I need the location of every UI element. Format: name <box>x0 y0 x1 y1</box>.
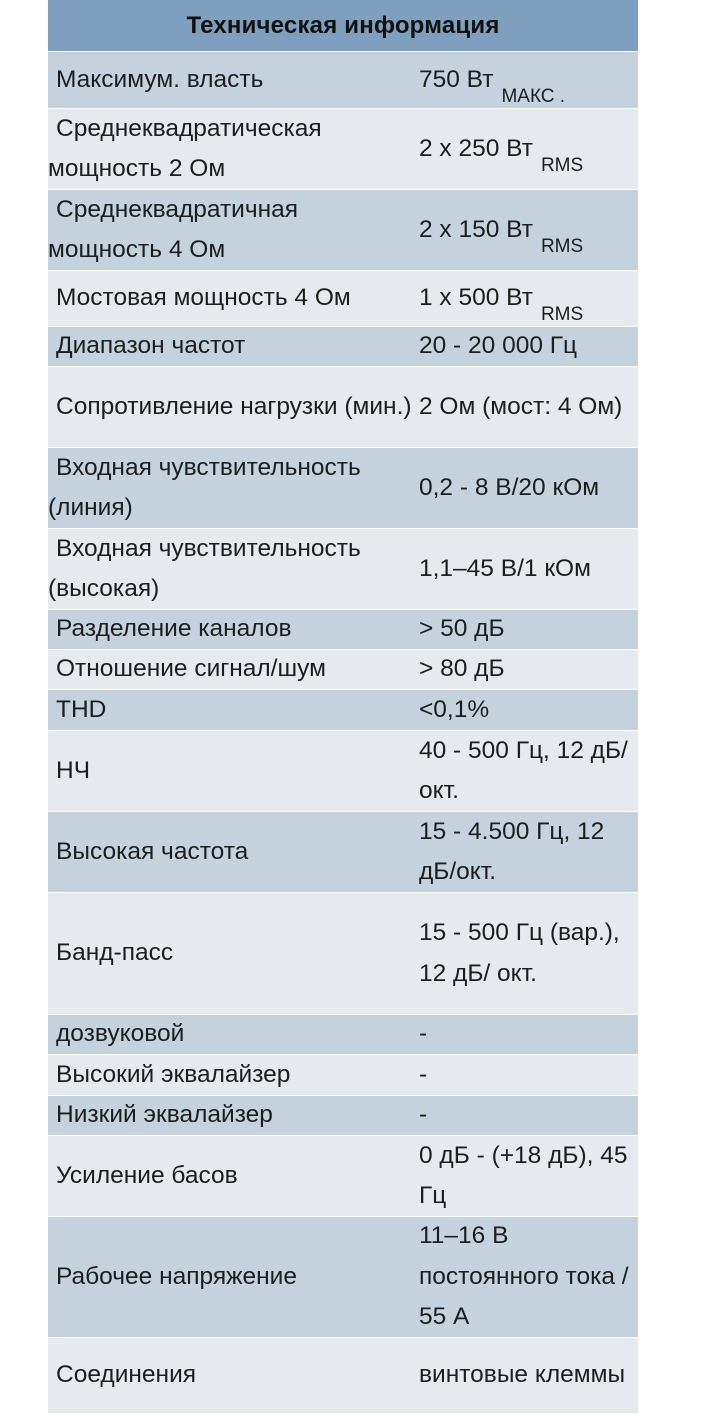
row-label: Рабочее напряжение <box>56 1262 297 1290</box>
row-label: Соединения <box>56 1361 197 1389</box>
row-value: винтовые клеммы <box>419 1361 626 1389</box>
row-label: Разделение каналов <box>56 615 292 643</box>
row-value: 20 - 20 000 Гц <box>419 332 578 360</box>
table-row <box>48 447 638 528</box>
table-row <box>48 1216 638 1337</box>
row-label: Мостовая мощность 4 Ом <box>56 284 351 312</box>
table-row <box>48 649 638 689</box>
row-label: Среднеквадратическая мощность 2 Ом <box>48 114 322 182</box>
table-row <box>48 366 638 447</box>
row-value <box>418 60 638 107</box>
table-row <box>48 811 638 892</box>
table-row <box>48 528 638 609</box>
table-row <box>48 892 638 1014</box>
table-row <box>48 1014 638 1054</box>
value-text: 2 x 250 Вт <box>419 134 533 162</box>
unit-subscript: МАКС . <box>501 85 566 107</box>
table-row <box>48 609 638 649</box>
row-label: Сопротивление нагрузки (мин.) <box>56 392 412 420</box>
unit-subscript: RMS <box>540 304 584 326</box>
unit-subscript: RMS <box>540 235 584 257</box>
row-label: Банд-пасс <box>56 939 174 967</box>
row-label: Входная чувствительность (высокая) <box>48 534 361 602</box>
row-value: > 80 дБ <box>419 655 505 683</box>
row-label: НЧ <box>56 756 91 784</box>
table-title: Техническая информация <box>48 0 638 51</box>
row-label: Усиление басов <box>56 1161 238 1189</box>
table-row <box>48 1337 638 1413</box>
row-value: 15 - 500 Гц (вар.), 12 дБ/ окт. <box>419 919 620 987</box>
table-row <box>48 51 638 108</box>
table-row <box>48 689 638 730</box>
row-label: Высокий эквалайзер <box>56 1060 291 1088</box>
unit-subscript: RMS <box>540 154 584 176</box>
row-value <box>418 210 638 257</box>
row-label: Входная чувствительность (линия) <box>48 453 361 521</box>
value-text: 1 x 500 Вт <box>419 284 533 312</box>
row-label: Отношение сигнал/шум <box>56 655 326 683</box>
row-label: Среднеквадратичная мощность 4 Ом <box>48 195 299 263</box>
table-row <box>48 108 638 189</box>
row-value: <0,1% <box>419 695 490 723</box>
row-value: 0,2 - 8 В/20 кОм <box>419 473 600 501</box>
row-value <box>418 278 638 326</box>
row-value: 15 - 4.500 Гц, 12 дБ/окт. <box>419 817 605 885</box>
row-value <box>418 129 638 176</box>
row-value: 1,1–45 В/1 кОм <box>419 554 591 582</box>
row-value: - <box>419 1020 428 1048</box>
row-value: - <box>419 1060 428 1088</box>
table-row <box>48 326 638 366</box>
table-row <box>48 730 638 811</box>
row-label: Максимум. власть <box>56 65 264 93</box>
row-value: > 50 дБ <box>419 615 505 643</box>
row-label: Диапазон частот <box>56 332 246 360</box>
row-value: 0 дБ - (+18 дБ), 45 Гц <box>419 1141 628 1209</box>
row-value: 2 Ом (мост: 4 Ом) <box>419 392 623 420</box>
row-value: 11–16 В постоянного тока / 55 А <box>419 1222 629 1331</box>
row-label: Высокая частота <box>56 837 249 865</box>
row-label: Низкий эквалайзер <box>56 1101 273 1129</box>
table-row <box>48 270 638 326</box>
row-label: THD <box>56 695 107 723</box>
row-label: дозвуковой <box>56 1020 185 1048</box>
table-row <box>48 189 638 270</box>
row-value: 40 - 500 Гц, 12 дБ/окт. <box>419 736 628 804</box>
table-row <box>48 1095 638 1135</box>
value-text: 2 x 150 Вт <box>419 215 533 243</box>
table-row <box>48 1135 638 1216</box>
row-value: - <box>419 1101 428 1129</box>
technical-info-table <box>48 0 638 1413</box>
value-text: 750 Вт <box>419 65 494 93</box>
table-row <box>48 1054 638 1095</box>
